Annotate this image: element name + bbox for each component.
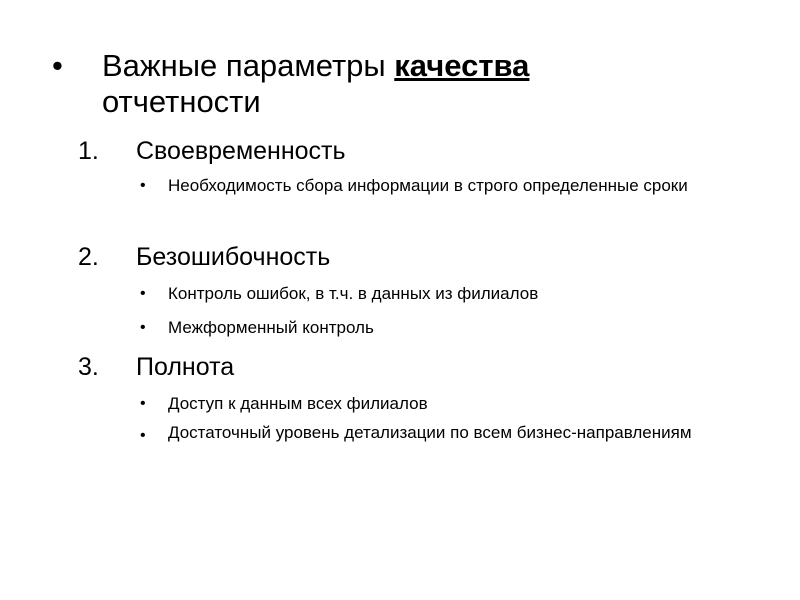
section-1-item-1: Необходимость сбора информации в строго определенные сроки [168,176,688,195]
section-1-number: 1. [78,137,99,165]
section-3-item-2: Достаточный уровень детализации по всем бизнес-направлениям [168,423,692,442]
section-3-heading: Полнота [136,353,235,381]
main-bullet: • [52,48,63,83]
section-2-item-1: Контроль ошибок, в т.ч. в данных из филиалов [168,284,539,303]
section-2-item-1-bullet: • [140,285,146,302]
section-2-heading: Безошибочность [136,243,331,271]
section-2-item-2-bullet: • [140,319,146,336]
section-3-item-1: Доступ к данным всех филиалов [168,394,428,413]
section-2-item-2: Межформенный контроль [168,318,374,337]
title-part-2: отчетности [102,84,261,119]
section-3-item-2-bullet: • [140,427,146,444]
section-3-item-1-bullet: • [140,395,146,412]
section-3-number: 3. [78,353,99,381]
slide-title [102,48,702,120]
section-2-number: 2. [78,243,99,271]
section-1-heading: Своевременность [136,137,346,165]
title-emphasis: качества [394,48,530,83]
section-1-item-1-bullet: • [140,177,146,194]
title-part-1: Важные параметры [102,48,395,83]
